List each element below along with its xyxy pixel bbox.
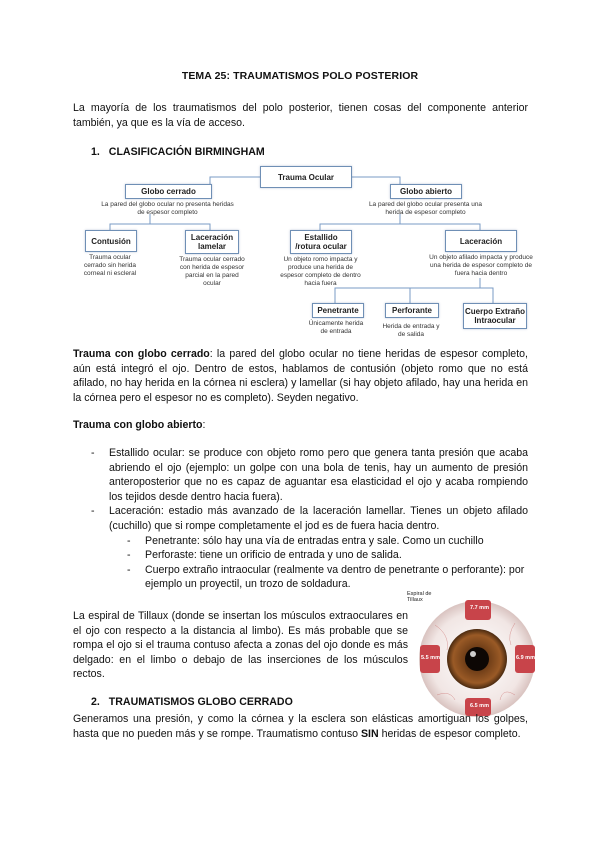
measure-superior: 7.7 mm bbox=[470, 605, 489, 611]
measure-medial: 5.5 mm bbox=[421, 655, 440, 661]
closed-globe-box: Globo cerrado bbox=[125, 184, 212, 199]
closed-globe-paragraph bbox=[73, 347, 528, 405]
foreign-body-box: Cuerpo Extraño Intraocular bbox=[463, 303, 527, 329]
closed-globe-desc: La pared del globo ocular no presenta heridas de espesor completo bbox=[101, 201, 234, 216]
laceration-desc: Un objeto afilado impacta y produce una herida de espesor completo de fuera hacia dentro bbox=[429, 254, 533, 277]
sublist-item-foreign-body bbox=[127, 563, 528, 592]
list-item-laceration bbox=[91, 504, 528, 533]
sublist-item-perforating bbox=[127, 548, 528, 563]
contusion-desc: Trauma ocular cerrado sin herida corneal ni escleral bbox=[83, 254, 137, 277]
tillaux-paragraph: La espiral de Tillaux (donde se insertan los músculos extraoculares en el ojo con respecto a la distancia al limbo). Es más probable que se rompa el ojo si el trauma contuso afecta a zonas del ojo donde es más delgado: en el limbo o debajo de las inserciones de los músculos rectos. bbox=[73, 610, 408, 681]
connector-closed bbox=[210, 177, 260, 184]
measure-inferior: 6.5 mm bbox=[470, 703, 489, 709]
list-item-text: Estallido ocular: se produce con objeto romo pero que genera tanta presión que acaba abriendo el ojo (ejemplo: un golpe con una bola de tenis, hay un aumento de presión anteroposterior que no es capaz de aguantar esa elasticidad el ojo y acaba rompiendo los tejidos desde dentro hacia fuera). bbox=[109, 447, 528, 503]
laceration-sublist bbox=[91, 534, 528, 592]
pupil bbox=[465, 647, 489, 671]
connector-open bbox=[350, 177, 400, 184]
rupture-desc: Un objeto romo impacta y produce una herida de espesor completo de dentro hacia fuera bbox=[280, 256, 361, 287]
list-item-text: Penetrante: sólo hay una vía de entradas entra y sale. Como un cuchillo bbox=[145, 534, 484, 547]
list-item-rupture bbox=[91, 446, 528, 504]
list-marker: - bbox=[91, 447, 95, 459]
eye-illustration bbox=[407, 591, 540, 720]
open-globe-box: Globo abierto bbox=[390, 184, 462, 199]
lamellar-desc: Trauma ocular cerrado con herida de espesor parcial en la pared ocular bbox=[179, 256, 245, 287]
perforating-box: Perforante bbox=[385, 303, 439, 318]
list-item-text: Perforaste: tiene un orificio de entrada y uno de salida. bbox=[145, 549, 402, 562]
penetrating-desc: Únicamente herida de entrada bbox=[308, 320, 364, 335]
list-item-text: Cuerpo extraño intraocular (realmente va dentro de penetrante o perforante): por ejemplo un proyectil, un trozo de soldadura. bbox=[145, 563, 525, 591]
connector-foreign bbox=[480, 288, 493, 303]
perforating-desc: Herida de entrada y de salida bbox=[382, 323, 440, 338]
section-1-number: 1. bbox=[91, 146, 100, 158]
list-marker: - bbox=[91, 505, 95, 518]
closed-globe-text: : la pared del globo ocular no tiene heridas de espesor completo, aún está integró el ojo. Dentro de estos, hablamos de contusión (objeto romo que no está afilado, no hay herida en la córnea ni esclera) y lamellar (si hay objeto afilado, hay una herida en la córnea pero el espesor no es completo). Seyden negativo. bbox=[73, 348, 528, 404]
penetrating-box: Penetrante bbox=[312, 303, 364, 318]
section-2-paragraph bbox=[73, 712, 528, 741]
open-globe-term: Trauma con globo abierto bbox=[73, 419, 203, 431]
closed-globe-term: Trauma con globo cerrado bbox=[73, 348, 210, 360]
open-globe-list bbox=[91, 446, 528, 592]
open-globe-desc: La pared del globo ocular presenta una herida de espesor completo bbox=[368, 201, 483, 216]
list-marker: - bbox=[127, 534, 131, 547]
list-marker: - bbox=[127, 563, 131, 576]
birmingham-diagram bbox=[80, 160, 540, 350]
open-globe-heading bbox=[73, 418, 205, 433]
section-1-title: CLASIFICACIÓN BIRMINGHAM bbox=[108, 146, 265, 158]
list-marker: - bbox=[127, 549, 131, 562]
reflection bbox=[470, 651, 476, 657]
section-1-heading bbox=[91, 146, 265, 158]
intro-paragraph: La mayoría de los traumatismos del polo posterior, tienen cosas del componente anterior también, ya que es la vía de acceso. bbox=[73, 102, 528, 129]
list-item-text: Laceración: estadio más avanzado de la laceración lamellar. Tienes un objeto afilado (cuchillo) que si rompe completamente el jod es de fuera hacia dentro. bbox=[109, 505, 528, 532]
section-2-heading bbox=[91, 696, 293, 708]
section-2-number: 2. bbox=[91, 696, 100, 708]
connector-penetrating bbox=[335, 288, 480, 303]
lamellar-laceration-box: Laceración lamelar bbox=[185, 230, 239, 254]
open-globe-colon: : bbox=[202, 419, 206, 431]
measure-lateral: 6.9 mm bbox=[516, 655, 535, 661]
section-2-text-1: Generamos una presión, y como la córnea y la esclera son elásticas amortiguan los golpes, hasta que no pueden más y se rompe. Traumatismo contuso bbox=[73, 713, 528, 740]
laceration-box: Laceración bbox=[445, 230, 517, 252]
connector-perforating bbox=[410, 288, 480, 303]
rupture-box: Estallido /rotura ocular bbox=[290, 230, 352, 254]
section-2-bold: SIN bbox=[360, 727, 379, 740]
trauma-ocular-box: Trauma Ocular bbox=[260, 166, 352, 188]
sublist-item-penetrating bbox=[127, 534, 528, 549]
section-2-title: TRAUMATISMOS GLOBO CERRADO bbox=[108, 696, 293, 708]
contusion-box: Contusión bbox=[85, 230, 137, 252]
page-title: TEMA 25: TRAUMATISMOS POLO POSTERIOR bbox=[181, 70, 419, 82]
section-2-text-2: heridas de espesor completo. bbox=[378, 727, 521, 740]
tillaux-label: Espiral de Tillaux bbox=[407, 591, 432, 603]
